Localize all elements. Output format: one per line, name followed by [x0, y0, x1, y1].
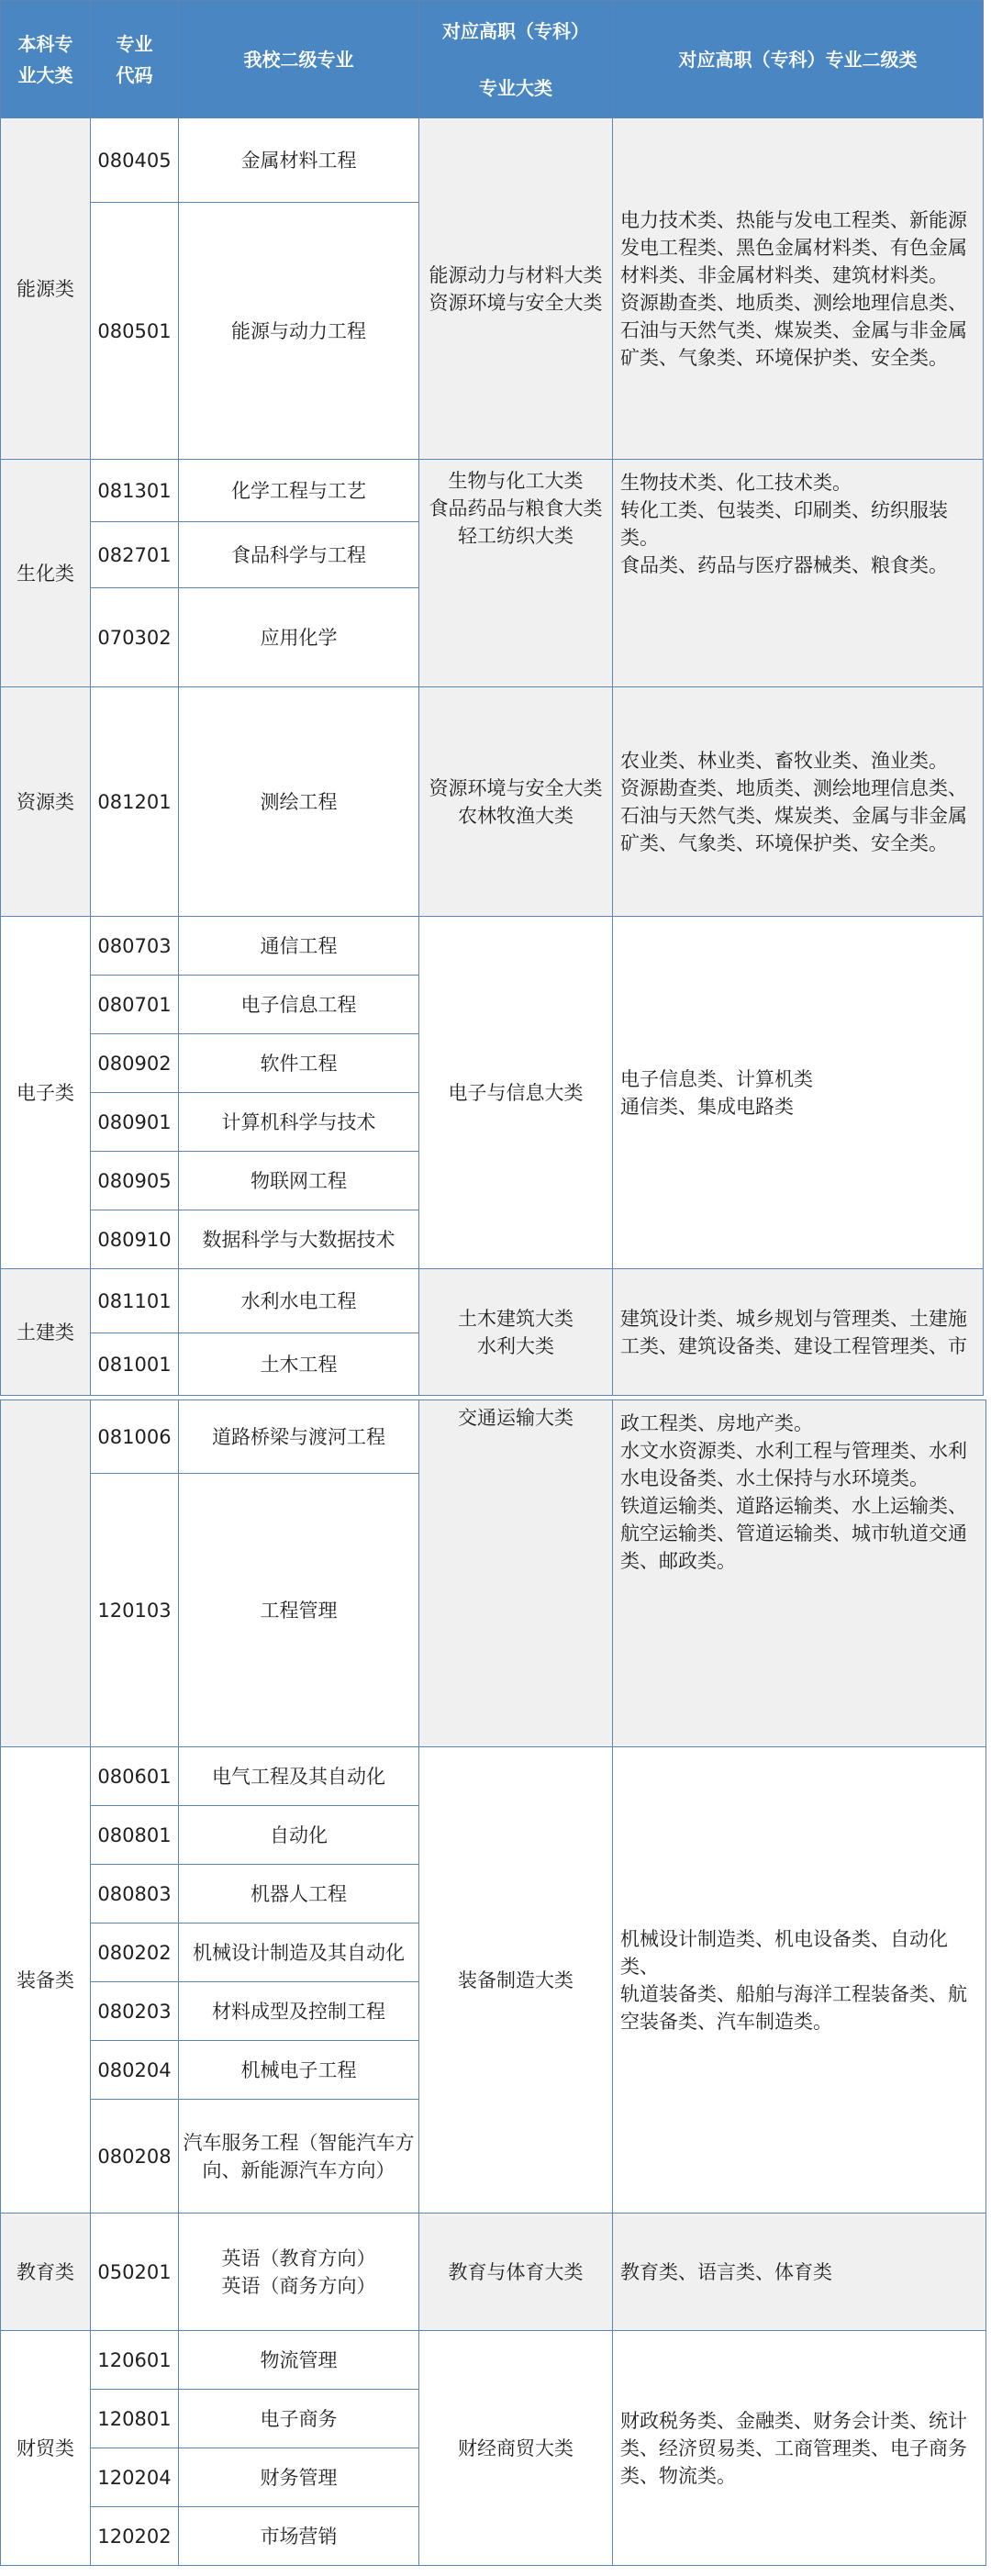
vocational-category-line: 电子与信息大类: [448, 1081, 584, 1104]
vocational-category-line: 食品药品与粮食大类: [429, 497, 603, 519]
code-cell: 080202: [91, 1924, 179, 1982]
sub-line: 类、经济贸易类、工商管理类、电子商务: [620, 2437, 967, 2459]
sub-line: 教育类、语言类、体育类: [620, 2260, 832, 2283]
sub-line: 石油与天然气类、煤炭类、金属与非金属: [620, 804, 967, 827]
code-cell: 120103: [91, 1474, 179, 1747]
code-cell: 080601: [91, 1747, 179, 1806]
major-cell: 物流管理: [179, 2331, 419, 2390]
vocational-sub-cell: [613, 1400, 986, 1747]
code-cell: 081006: [91, 1400, 179, 1474]
vocational-sub-cell: [613, 687, 984, 917]
vocational-sub-cell: [613, 2331, 986, 2566]
major-cell: 材料成型及控制工程: [179, 1982, 419, 2041]
code-cell: 080905: [91, 1152, 179, 1210]
major-cell: 机械电子工程: [179, 2041, 419, 2100]
code-cell: 082701: [91, 522, 179, 588]
sub-line: 石油与天然气类、煤炭类、金属与非金属: [620, 318, 967, 341]
sub-line: 矿类、气象类、环境保护类、安全类。: [620, 831, 948, 854]
sub-line: 水电设备类、水土保持与水环境类。: [620, 1467, 929, 1489]
code-cell: 080910: [91, 1210, 179, 1269]
major-cell: 自动化: [179, 1806, 419, 1865]
sub-line: 政工程类、房地产类。: [620, 1412, 813, 1434]
code-cell: 081001: [91, 1333, 179, 1396]
vocational-category-cell: [419, 687, 613, 917]
header-vocational-major-category: 对应高职（专科）专业大类: [419, 1, 613, 118]
code-cell: 080405: [91, 118, 179, 203]
category-cell: 装备类: [1, 1747, 91, 2214]
code-cell: 080703: [91, 917, 179, 976]
header-category: 本科专业大类: [1, 1, 91, 118]
sub-line: 材料类、非金属材料类、建筑材料类。: [620, 263, 948, 286]
vocational-sub-cell: [613, 2214, 986, 2331]
sub-line: 通信类、集成电路类: [620, 1095, 794, 1118]
code-cell: 050201: [91, 2214, 179, 2331]
major-cell: 土木工程: [179, 1333, 419, 1396]
vocational-category-cell: [419, 118, 613, 460]
major-cell: 通信工程: [179, 917, 419, 976]
code-cell: 080701: [91, 976, 179, 1034]
vocational-sub-cell: [613, 118, 984, 460]
vocational-category-line: 能源动力与材料大类: [429, 263, 603, 286]
sub-line: 矿类、气象类、环境保护类、安全类。: [620, 346, 948, 369]
major-cell: 电子商务: [179, 2390, 419, 2448]
code-cell: 081101: [91, 1269, 179, 1333]
category-cell: 资源类: [1, 687, 91, 917]
code-cell: 080204: [91, 2041, 179, 2100]
code-cell: 070302: [91, 588, 179, 687]
category-cell: 教育类: [1, 2214, 91, 2331]
code-cell: 080801: [91, 1806, 179, 1865]
vocational-category-line: 装备制造大类: [458, 1968, 573, 1991]
category-cell: 土建类: [1, 1269, 91, 1396]
major-line: 汽车服务工程（智能汽车方: [183, 2131, 415, 2154]
table-row: [1, 687, 984, 917]
sub-line: 铁道运输类、道路运输类、水上运输类、: [620, 1495, 967, 1517]
major-cell: 物联网工程: [179, 1152, 419, 1210]
sub-line: 类、邮政类。: [620, 1550, 736, 1572]
major-line: 向、新能源汽车方向）: [202, 2158, 395, 2181]
vocational-category-cell: [419, 2214, 613, 2331]
sub-line: 食品类、药品与医疗器械类、粮食类。: [620, 554, 948, 576]
header-major: 我校二级专业: [179, 1, 419, 118]
sub-line: 资源勘查类、地质类、测绘地理信息类、: [620, 776, 967, 799]
major-cell: 电气工程及其自动化: [179, 1747, 419, 1806]
vocational-category-line: 交通运输大类: [458, 1407, 573, 1429]
major-cell: 金属材料工程: [179, 118, 419, 203]
category-cell-continued: [1, 1400, 91, 1747]
sub-line: 资源勘查类、地质类、测绘地理信息类、: [620, 291, 967, 314]
code-cell: 120204: [91, 2448, 179, 2507]
major-cell: 财务管理: [179, 2448, 419, 2507]
major-cell: 机械设计制造及其自动化: [179, 1924, 419, 1982]
major-cell: [179, 2100, 419, 2214]
table-row: [1, 460, 984, 522]
sub-line: 航空运输类、管道运输类、城市轨道交通: [620, 1522, 967, 1544]
majors-table-part-2: [0, 1400, 986, 2566]
major-cell: 电子信息工程: [179, 976, 419, 1034]
code-cell: 080902: [91, 1034, 179, 1093]
sub-line: 机械设计制造类、机电设备类、自动化类、: [620, 1927, 948, 1978]
sub-line: 生物技术类、化工技术类。: [620, 472, 852, 494]
major-cell: 数据科学与大数据技术: [179, 1210, 419, 1269]
code-cell: 081301: [91, 460, 179, 522]
table-header-row: [1, 1, 984, 118]
major-line: 英语（商务方向）: [221, 2274, 376, 2297]
vocational-category-line: 轻工纺织大类: [458, 525, 573, 547]
vocational-category-cell: [419, 460, 613, 687]
code-cell: 120801: [91, 2390, 179, 2448]
vocational-sub-cell: [613, 1269, 984, 1396]
major-cell: 软件工程: [179, 1034, 419, 1093]
major-cell: 测绘工程: [179, 687, 419, 917]
sub-line: 水文水资源类、水利工程与管理类、水利: [620, 1440, 967, 1462]
category-cell: 能源类: [1, 118, 91, 460]
major-cell: 化学工程与工艺: [179, 460, 419, 522]
code-cell: 080203: [91, 1982, 179, 2041]
major-cell: 市场营销: [179, 2507, 419, 2566]
code-cell: 080901: [91, 1093, 179, 1152]
sub-line: 电子信息类、计算机类: [620, 1067, 813, 1090]
sub-line: 类、物流类。: [620, 2464, 736, 2487]
major-line: 英语（教育方向）: [221, 2247, 376, 2269]
vocational-category-line: 资源环境与安全大类: [429, 291, 603, 314]
vocational-category-cell: [419, 917, 613, 1269]
major-cell: 食品科学与工程: [179, 522, 419, 588]
sub-line: 建筑设计类、城乡规划与管理类、土建施: [620, 1307, 967, 1330]
code-cell: 080501: [91, 203, 179, 460]
sub-line: 转化工类、包装类、印刷类、纺织服装类。: [620, 499, 948, 549]
major-cell: 计算机科学与技术: [179, 1093, 419, 1152]
major-cell: [179, 2214, 419, 2331]
category-cell: 电子类: [1, 917, 91, 1269]
major-cell: 水利水电工程: [179, 1269, 419, 1333]
sub-line: 工类、建筑设备类、建设工程管理类、市: [620, 1334, 967, 1357]
vocational-category-line: 水利大类: [477, 1334, 554, 1357]
sub-line: 财政税务类、金融类、财务会计类、统计: [620, 2409, 967, 2432]
code-cell: 080803: [91, 1865, 179, 1924]
category-cell: 生化类: [1, 460, 91, 687]
table-row: [1, 2331, 986, 2390]
major-cell: 工程管理: [179, 1474, 419, 1747]
table-row: [1, 917, 984, 976]
vocational-sub-cell: [613, 460, 984, 687]
sub-line: 轨道装备类、船舶与海洋工程装备类、航: [620, 1982, 967, 2005]
vocational-category-cell: [419, 1747, 613, 2214]
vocational-category-line: 资源环境与安全大类: [429, 776, 603, 799]
major-cell: 能源与动力工程: [179, 203, 419, 460]
table-row: [1, 1269, 984, 1333]
code-cell: 081201: [91, 687, 179, 917]
code-cell: 080208: [91, 2100, 179, 2214]
table-row: [1, 1400, 986, 1474]
header-code: 专业代码: [91, 1, 179, 118]
vocational-sub-cell: [613, 1747, 986, 2214]
vocational-category-line: 教育与体育大类: [448, 2260, 584, 2283]
vocational-category-cell: [419, 1269, 613, 1396]
table-row: [1, 2214, 986, 2331]
code-cell: 120202: [91, 2507, 179, 2566]
sub-line: 农业类、林业类、畜牧业类、渔业类。: [620, 749, 948, 772]
major-cell: 应用化学: [179, 588, 419, 687]
sub-line: 空装备类、汽车制造类。: [620, 2010, 832, 2033]
code-cell: 120601: [91, 2331, 179, 2390]
vocational-category-line: 土木建筑大类: [458, 1307, 573, 1330]
category-cell: 财贸类: [1, 2331, 91, 2566]
vocational-sub-cell: [613, 917, 984, 1269]
vocational-category-line: 农林牧渔大类: [458, 804, 573, 827]
vocational-category-cell: [419, 1400, 613, 1747]
vocational-category-cell: [419, 2331, 613, 2566]
major-cell: 机器人工程: [179, 1865, 419, 1924]
table-row: [1, 1747, 986, 1806]
table-row: [1, 118, 984, 203]
vocational-category-line: 生物与化工大类: [448, 470, 584, 492]
sub-line: 电力技术类、热能与发电工程类、新能源: [620, 208, 967, 231]
vocational-category-line: 财经商贸大类: [458, 2437, 573, 2459]
major-cell: 道路桥梁与渡河工程: [179, 1400, 419, 1474]
header-vocational-sub-category: 对应高职（专科）专业二级类: [613, 1, 984, 118]
sub-line: 发电工程类、黑色金属材料类、有色金属: [620, 236, 967, 259]
